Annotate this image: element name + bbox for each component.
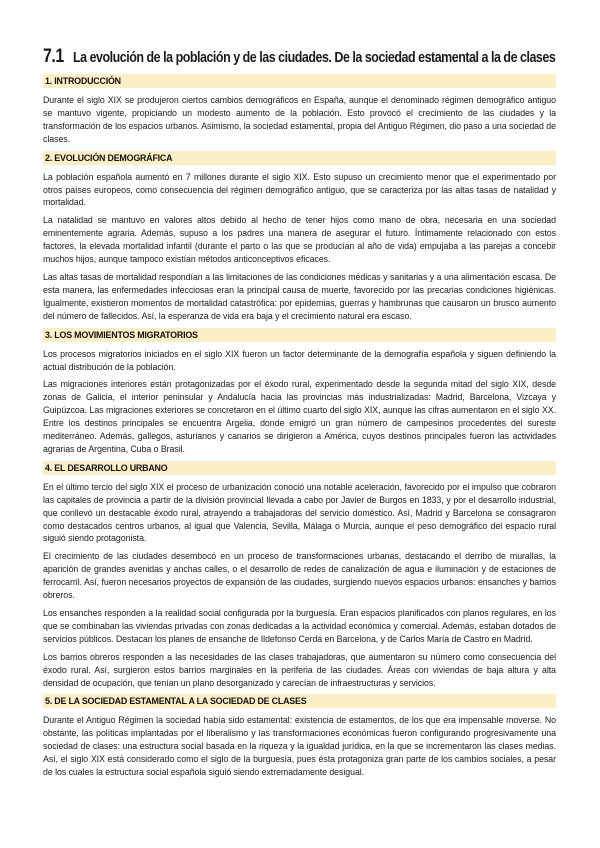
paragraph: El crecimiento de las ciudades desembocó en un proceso de transformaciones urbanas, destacando el derribo de murallas, la aparición de grandes avenidas y anchas calles, o el desarrollo de redes de canalización de agua e iluminación y de estaciones de ferrocarril. Así, fueron necesarios proyectos de expansión de las ciudades, surgiendo nuevos espacios urbanos: ensanches y barrios obreros. xyxy=(43,551,556,601)
title-text: La evolución de la población y de las ciudades. De la sociedad estamental a la de clases xyxy=(73,50,556,66)
section-heading: 1. INTRODUCCIÓN xyxy=(43,74,556,88)
section-heading: 2. EVOLUCIÓN DEMOGRÁFICA xyxy=(43,151,556,165)
paragraph: Durante el siglo XIX se produjeron ciertos cambios demográficos en España, aunque el denominado régimen demográfico antiguo se mantuvo vigente, propiciando un modesto aumento de la población. Esto provocó el crecimiento de las ciudades y la transformación de los espacios urbanos. Asimismo, la sociedad estamental, propia del Antiguo Régimen, dio paso a una sociedad de clases. xyxy=(43,95,556,144)
page-title xyxy=(43,40,556,69)
section-evolucion-demografica xyxy=(43,151,556,323)
section-desarrollo-urbano xyxy=(43,461,556,690)
paragraph: Los ensanches responden a la realidad social configurada por la burguesía. Eran espacios planificados con planos regulares, en los que se combinaban las viviendas privadas con zonas dedicadas a la actividad económica y comercial. Además, estaban dotados de servicios públicos. Destacan los planes de ensanche de Ildefonso Cerdá en Barcelona, y de Carlos María de Castro en Madrid. xyxy=(43,608,556,644)
section-introduccion xyxy=(43,74,556,146)
section-heading: 3. LOS MOVIMIENTOS MIGRATORIOS xyxy=(43,328,556,342)
paragraph: Las altas tasas de mortalidad respondían a las limitaciones de las condiciones médicas y sanitarias y a una alimentación escasa. De esta manera, las enfermedades infecciosas eran la principal causa de muerte, favorecido por las precarias condiciones higiénicas. Igualmente, existieron momentos de mortalidad catastrófica: por epidemias, guerras y hambrunas que causaron un brusco aumento del número de fallecidos. Así, la esperanza de vida era baja y el crecimiento natural era escaso. xyxy=(43,271,556,321)
paragraph: La natalidad se mantuvo en valores altos debido al hecho de tener hijos como mano de obra, necesaria en una sociedad eminentemente agraria. Además, supuso a los padres una manera de asegurar el futuro. Íntimamente relacionado con estos factores, la elevada mortalidad infantil (durante el parto o las que se producían al año de vida) empujaba a las parejas a concebir muchos hijos, aunque tampoco existían métodos anticonceptivos eficaces. xyxy=(43,215,556,265)
paragraph: Durante el Antiguo Régimen la sociedad había sido estamental: existencia de estamentos, de los que era impensable moverse. No obstante, las políticas implantadas por el liberalismo y las transformaciones económicas fueron configurando progresivamente una sociedad de clases: una estructura social basada en la riqueza y la igualdad jurídica, en la que se incrementaron las clases medias. Así, el siglo XIX está considerado como el siglo de la burguesía, pues ésta protagoniza gran parte de los cambios sociales, a pesar de los cuales la estructura social española siguió siendo extremadamente desigual. xyxy=(43,715,556,778)
paragraph: Los barrios obreros responden a las necesidades de las clases trabajadoras, que aumentaron su número como consecuencia del éxodo rural. Así, surgieron estos barrios marginales en la periferia de las ciudades. Áreas con viviendas de baja altura y alta densidad de ocupación, que tenían un plano desorganizado y carecían de infraestructuras y servicios. xyxy=(43,651,556,688)
paragraph: Los procesos migratorios iniciados en el siglo XIX fueron un factor determinante de la demografía española y siguen definiendo la actual distribución de la población. xyxy=(43,348,556,372)
section-heading: 5. DE LA SOCIEDAD ESTAMENTAL A LA SOCIEDAD DE CLASES xyxy=(43,694,556,708)
title-number: 7.1 xyxy=(43,45,64,67)
section-movimientos-migratorios xyxy=(43,328,556,456)
section-sociedad-de-clases xyxy=(43,694,556,779)
section-heading: 4. EL DESARROLLO URBANO xyxy=(43,461,556,475)
paragraph: En el último tercio del siglo XIX el proceso de urbanización conoció una notable aceleración, favorecido por el impulso que cobraron las capitales de provincia a partir de la división provincial llevada a cabo por Javier de Burgos en 1833, y por el desarrollo industrial, que conllevó un destacable éxodo rural, atrayendo a trabajadoras del servicio doméstico. Así, Madrid y Barcelona se consagraron como destacados centros urbanos, al igual que Valencia, Sevilla, Málaga o Murcia, aunque el peso demográfico del espacio rural siguió siendo protagonista. xyxy=(43,481,556,544)
paragraph: La población española aumentó en 7 millones durante el siglo XIX. Esto supuso un crecimiento menor que el experimentado por otros países europeos, como consecuencia del régimen demográfico antiguo, que se caracteriza por las altas tasas de natalidad y mortalidad. xyxy=(43,171,556,208)
paragraph: Las migraciones interiores están protagonizadas por el éxodo rural, experimentado desde la segunda mitad del siglo XIX, desde zonas de Galicia, el interior peninsular y Andalucía hacia las provincias más industrializadas: Madrid, Barcelona, Vizcaya y Guipúzcoa. Las migraciones exteriores se concretaron en el último cuarto del siglo XIX, aunque las cifras aumentaron en el siglo XX. Entre los destinos principales se encuentra Argelia, donde emigró un gran número de campesinos procedentes del sureste mediterráneo. Además, gallegos, asturianos y canarios se dirigieron a América, cuyos destinos principales fueron las actividades agrarias de Argentina, Cuba o Brasil. xyxy=(43,379,556,454)
document-page xyxy=(43,40,556,784)
